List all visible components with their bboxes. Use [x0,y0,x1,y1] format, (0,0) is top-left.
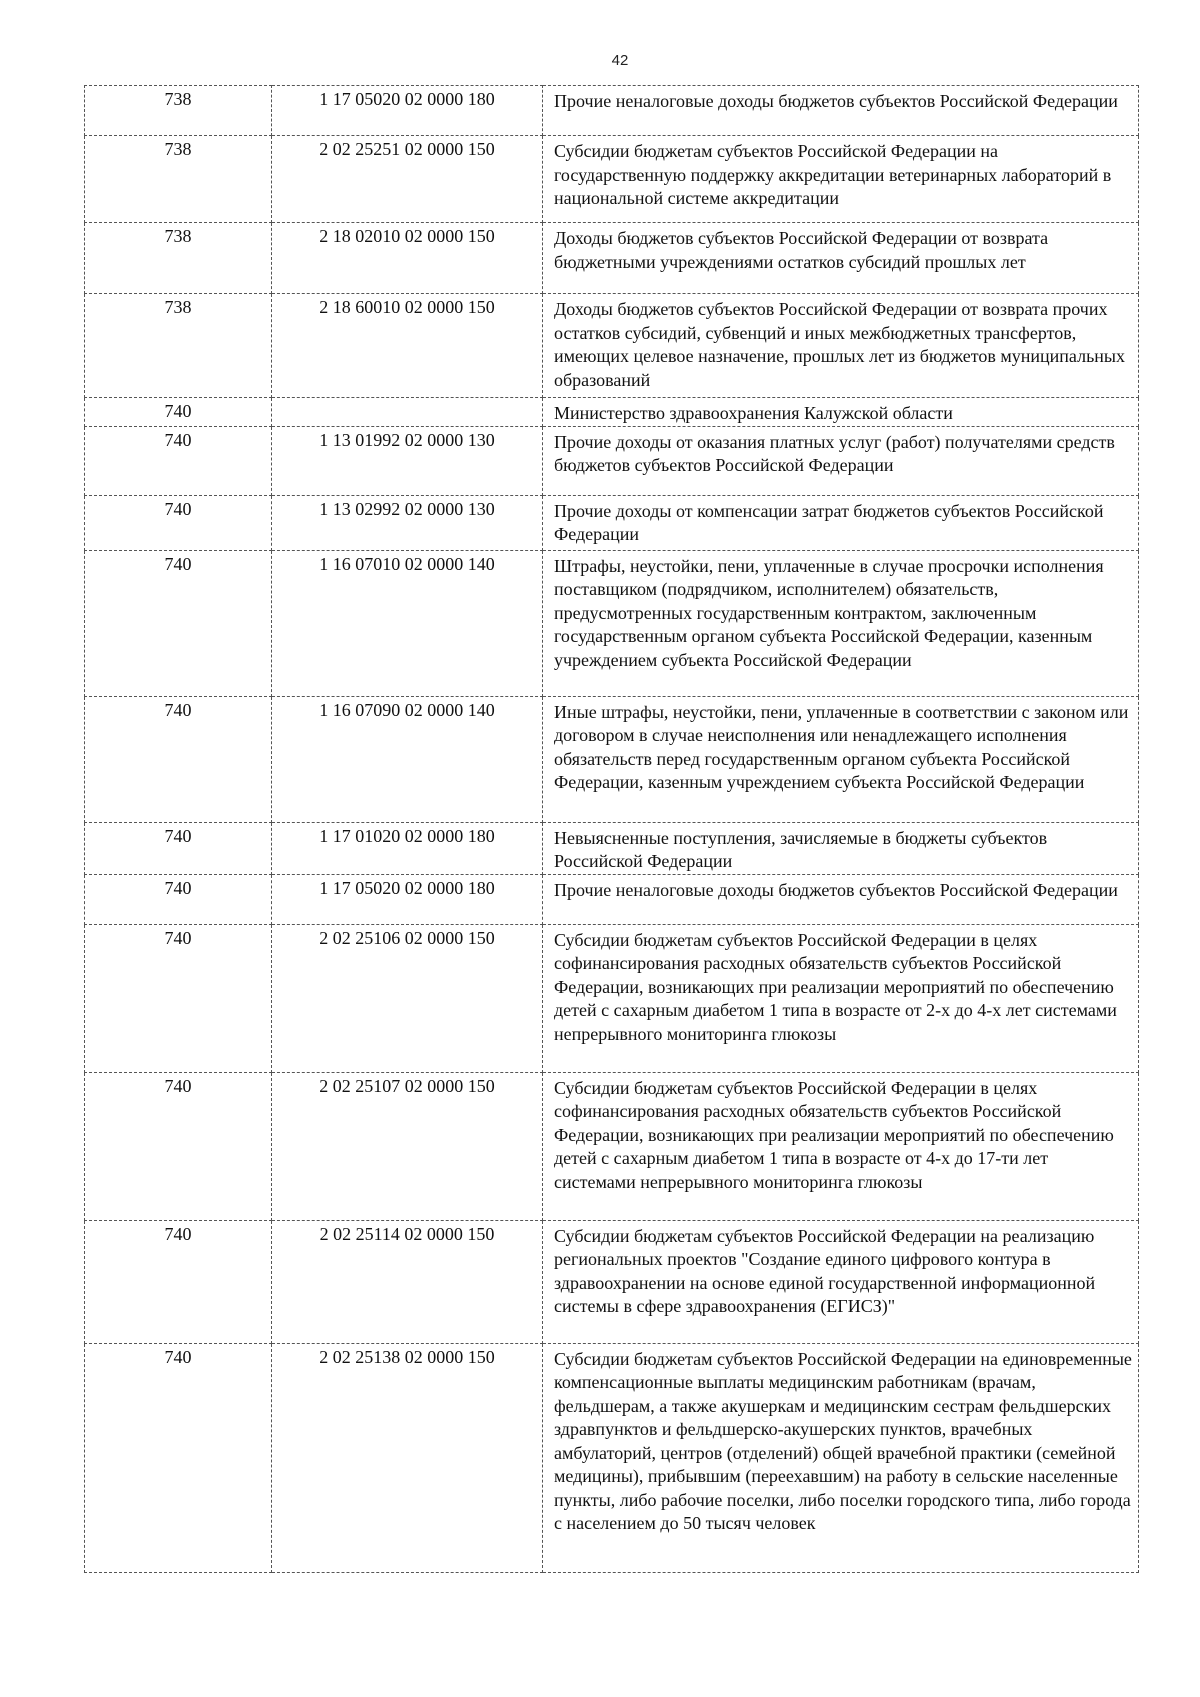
table-row [85,822,1139,874]
admin-code-cell: 740 [85,874,272,924]
revenue-name-cell: Субсидии бюджетам субъектов Российской Федерации на реализацию региональных проектов "Создание единого цифрового контура в здравоохранении на основе единой государственной информационной системы в сфере здравоохранения (ЕГИСЗ)" [543,1220,1139,1343]
revenue-name-cell: Субсидии бюджетам субъектов Российской Федерации на государственную поддержку аккредитации ветеринарных лабораторий в национальной системе аккредитации [543,136,1139,223]
admin-code-cell: 740 [85,696,272,822]
table-row [85,294,1139,398]
admin-code-cell: 740 [85,1343,272,1572]
budget-code-cell: 2 02 25107 02 0000 150 [272,1072,543,1220]
budget-code-cell: 1 17 05020 02 0000 180 [272,874,543,924]
admin-code-cell: 740 [85,550,272,696]
budget-code-cell: 2 18 60010 02 0000 150 [272,294,543,398]
revenue-name-cell: Доходы бюджетов субъектов Российской Федерации от возврата прочих остатков субсидий, субвенций и иных межбюджетных трансфертов, имеющих целевое назначение, прошлых лет из бюджетов муниципальных образований [543,294,1139,398]
table-row [85,495,1139,550]
admin-code-cell: 740 [85,822,272,874]
table-row [85,924,1139,1072]
revenue-name-cell: Прочие неналоговые доходы бюджетов субъектов Российской Федерации [543,86,1139,136]
table-row [85,696,1139,822]
budget-code-cell: 1 13 02992 02 0000 130 [272,495,543,550]
admin-code-cell: 740 [85,1072,272,1220]
admin-code-cell: 740 [85,426,272,495]
revenue-name-cell: Субсидии бюджетам субъектов Российской Федерации в целях софинансирования расходных обязательств субъектов Российской Федерации, возникающих при реализации мероприятий по обеспечению детей с сахарным диабетом 1 типа в возрасте от 4-х до 17-ти лет системами непрерывного мониторинга глюкозы [543,1072,1139,1220]
revenue-name-cell: Невыясненные поступления, зачисляемые в бюджеты субъектов Российской Федерации [543,822,1139,874]
revenue-name-cell: Прочие неналоговые доходы бюджетов субъектов Российской Федерации [543,874,1139,924]
revenue-name-cell: Иные штрафы, неустойки, пени, уплаченные в соответствии с законом или договором в случае неисполнения или ненадлежащего исполнения обязательств перед государственным органом субъекта Российской Федерации, казенным учреждением субъекта Российской Федерации [543,696,1139,822]
admin-code-cell: 740 [85,924,272,1072]
budget-code-cell: 2 02 25138 02 0000 150 [272,1343,543,1572]
budget-code-cell: 1 16 07010 02 0000 140 [272,550,543,696]
admin-code-cell: 738 [85,86,272,136]
budget-code-cell: 2 02 25114 02 0000 150 [272,1220,543,1343]
admin-code-cell: 740 [85,495,272,550]
admin-code-cell: 738 [85,136,272,223]
table-row [85,550,1139,696]
budget-code-cell: 1 13 01992 02 0000 130 [272,426,543,495]
table-row [85,1220,1139,1343]
budget-code-cell: 2 02 25251 02 0000 150 [272,136,543,223]
table-row [85,1343,1139,1572]
revenue-codes-table [84,85,1139,1573]
admin-code-cell: 740 [85,398,272,427]
revenue-name-cell: Штрафы, неустойки, пени, уплаченные в случае просрочки исполнения поставщиком (подрядчиком, исполнителем) обязательств, предусмотренных государственным контрактом, заключенным государственным органом субъекта Российской Федерации, казенным учреждением субъекта Российской Федерации [543,550,1139,696]
revenue-name-cell: Прочие доходы от оказания платных услуг (работ) получателями средств бюджетов субъектов Российской Федерации [543,426,1139,495]
table-row [85,1072,1139,1220]
revenue-name-cell: Доходы бюджетов субъектов Российской Федерации от возврата бюджетными учреждениями остатков субсидий прошлых лет [543,223,1139,294]
table-row [85,874,1139,924]
budget-code-cell: 1 17 05020 02 0000 180 [272,86,543,136]
budget-code-cell: 1 17 01020 02 0000 180 [272,822,543,874]
page-number: 42 [611,52,629,69]
budget-code-cell: 1 16 07090 02 0000 140 [272,696,543,822]
table-row [85,426,1139,495]
table-row [85,136,1139,223]
admin-code-cell: 738 [85,294,272,398]
table-row [85,86,1139,136]
admin-code-cell: 738 [85,223,272,294]
admin-code-cell: 740 [85,1220,272,1343]
revenue-name-cell: Субсидии бюджетам субъектов Российской Федерации на единовременные компенсационные выплаты медицинским работникам (врачам, фельдшерам, а также акушеркам и медицинским сестрам фельдшерских здравпунктов и фельдшерско-акушерских пунктов, врачебных амбулаторий, центров (отделений) общей врачебной практики (семейной медицины), прибывшим (переехавшим) на работу в сельские населенные пункты, либо рабочие поселки, либо поселки городского типа, либо города с населением до 50 тысяч человек [543,1343,1139,1572]
revenue-name-cell: Министерство здравоохранения Калужской области [543,398,1139,427]
table-row [85,223,1139,294]
table-row [85,398,1139,427]
revenue-name-cell: Субсидии бюджетам субъектов Российской Федерации в целях софинансирования расходных обязательств субъектов Российской Федерации, возникающих при реализации мероприятий по обеспечению детей с сахарным диабетом 1 типа в возрасте от 2-х до 4-х лет системами непрерывного мониторинга глюкозы [543,924,1139,1072]
budget-code-cell: 2 18 02010 02 0000 150 [272,223,543,294]
revenue-name-cell: Прочие доходы от компенсации затрат бюджетов субъектов Российской Федерации [543,495,1139,550]
budget-code-cell: 2 02 25106 02 0000 150 [272,924,543,1072]
budget-code-cell [272,398,543,427]
